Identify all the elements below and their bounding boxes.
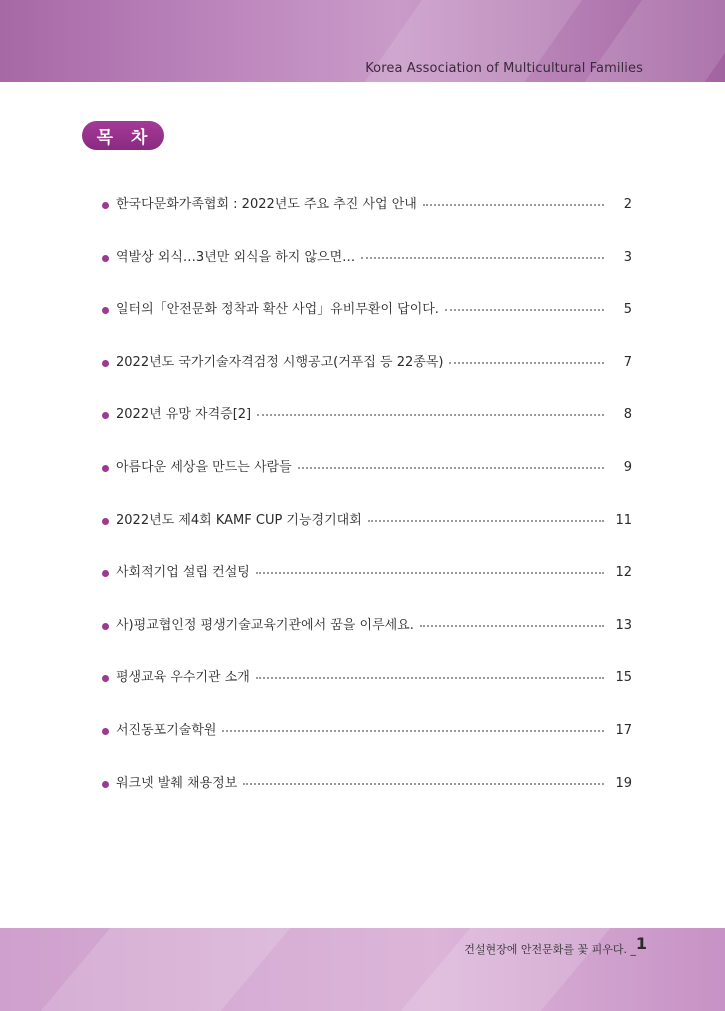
- toc-item[interactable]: [102, 561, 632, 614]
- dot-leader: [256, 664, 604, 679]
- dot-leader: [445, 296, 604, 311]
- bullet-icon: [102, 255, 109, 262]
- toc-item-page: 9: [623, 459, 632, 475]
- toc-item[interactable]: [102, 456, 632, 509]
- toc-item-title: 평생교육 우수기관 소개: [116, 670, 250, 686]
- toc-item[interactable]: [102, 298, 632, 351]
- toc-item[interactable]: [102, 772, 632, 825]
- toc-item-title: 2022년도 국가기술자격검정 시행공고(거푸집 등 22종목): [116, 354, 444, 370]
- toc-item[interactable]: [102, 666, 632, 719]
- toc-item-page: 12: [615, 565, 632, 581]
- bullet-icon: [102, 781, 109, 788]
- toc-item-page: 2: [623, 197, 632, 212]
- toc-item[interactable]: [102, 193, 632, 246]
- dot-leader: [256, 559, 604, 574]
- toc-item-title: 아름다운 세상을 만드는 사람들: [116, 459, 292, 475]
- toc-item[interactable]: [102, 509, 632, 562]
- toc-item[interactable]: [102, 719, 632, 772]
- bullet-icon: [102, 675, 109, 682]
- toc-item[interactable]: [102, 246, 632, 299]
- toc-item-title: 2022년 유망 자격증[2]: [116, 407, 252, 423]
- toc-item[interactable]: [102, 403, 632, 456]
- toc-list: [102, 193, 632, 824]
- dot-leader: [298, 454, 604, 469]
- dot-leader: [423, 191, 604, 206]
- toc-item-page: 3: [623, 249, 632, 265]
- dot-leader: [361, 244, 604, 259]
- toc-item[interactable]: [102, 614, 632, 667]
- bullet-icon: [102, 412, 109, 419]
- toc-item-page: 8: [623, 407, 632, 423]
- toc-item-title: 2022년도 제4회 KAMF CUP 기능경기대회: [116, 512, 362, 528]
- footer-page-number: 1: [635, 934, 647, 953]
- footer-slogan: [464, 941, 648, 957]
- toc-item-page: 7: [623, 354, 632, 370]
- bullet-icon: [102, 307, 109, 314]
- toc-item-title: 한국다문화가족협회 : 2022년도 주요 추진 사업 안내: [116, 197, 417, 212]
- bullet-icon: [102, 728, 109, 735]
- toc-item-title: 일터의「안전문화 정착과 확산 사업」유비무환이 답이다.: [116, 302, 439, 318]
- bullet-icon: [102, 202, 109, 209]
- toc-item-title: 역발상 외식…3년만 외식을 하지 않으면…: [116, 249, 356, 265]
- dot-leader: [222, 717, 604, 732]
- bullet-icon: [102, 518, 109, 525]
- toc-item-page: 11: [615, 512, 632, 528]
- toc-item-title: 사)평교협인정 평생기술교육기관에서 꿈을 이루세요.: [116, 617, 414, 633]
- bullet-icon: [102, 360, 109, 367]
- toc-item-title: 워크넷 발췌 채용정보: [116, 775, 238, 791]
- toc-item-page: 15: [615, 670, 632, 686]
- toc-item-page: 17: [615, 722, 632, 738]
- dot-leader: [243, 770, 604, 785]
- footer-slogan-text: 건설현장에 안전문화를 꽃 피우다. _: [464, 943, 636, 956]
- toc-item-page: 19: [615, 775, 632, 791]
- bullet-icon: [102, 465, 109, 472]
- dot-leader: [257, 401, 604, 416]
- toc-item-page: 5: [623, 302, 632, 318]
- dot-leader: [420, 612, 604, 627]
- bullet-icon: [102, 623, 109, 630]
- toc-heading: 목 차: [82, 121, 164, 150]
- bullet-icon: [102, 570, 109, 577]
- dot-leader: [368, 507, 604, 522]
- toc-item-title: 사회적기업 설립 컨설팅: [116, 565, 250, 581]
- dot-leader: [449, 349, 604, 364]
- header-publisher: Korea Association of Multicultural Families: [365, 61, 643, 76]
- toc-item-page: 13: [615, 617, 632, 633]
- toc-item[interactable]: [102, 351, 632, 404]
- toc-item-title: 서진동포기술학원: [116, 722, 217, 738]
